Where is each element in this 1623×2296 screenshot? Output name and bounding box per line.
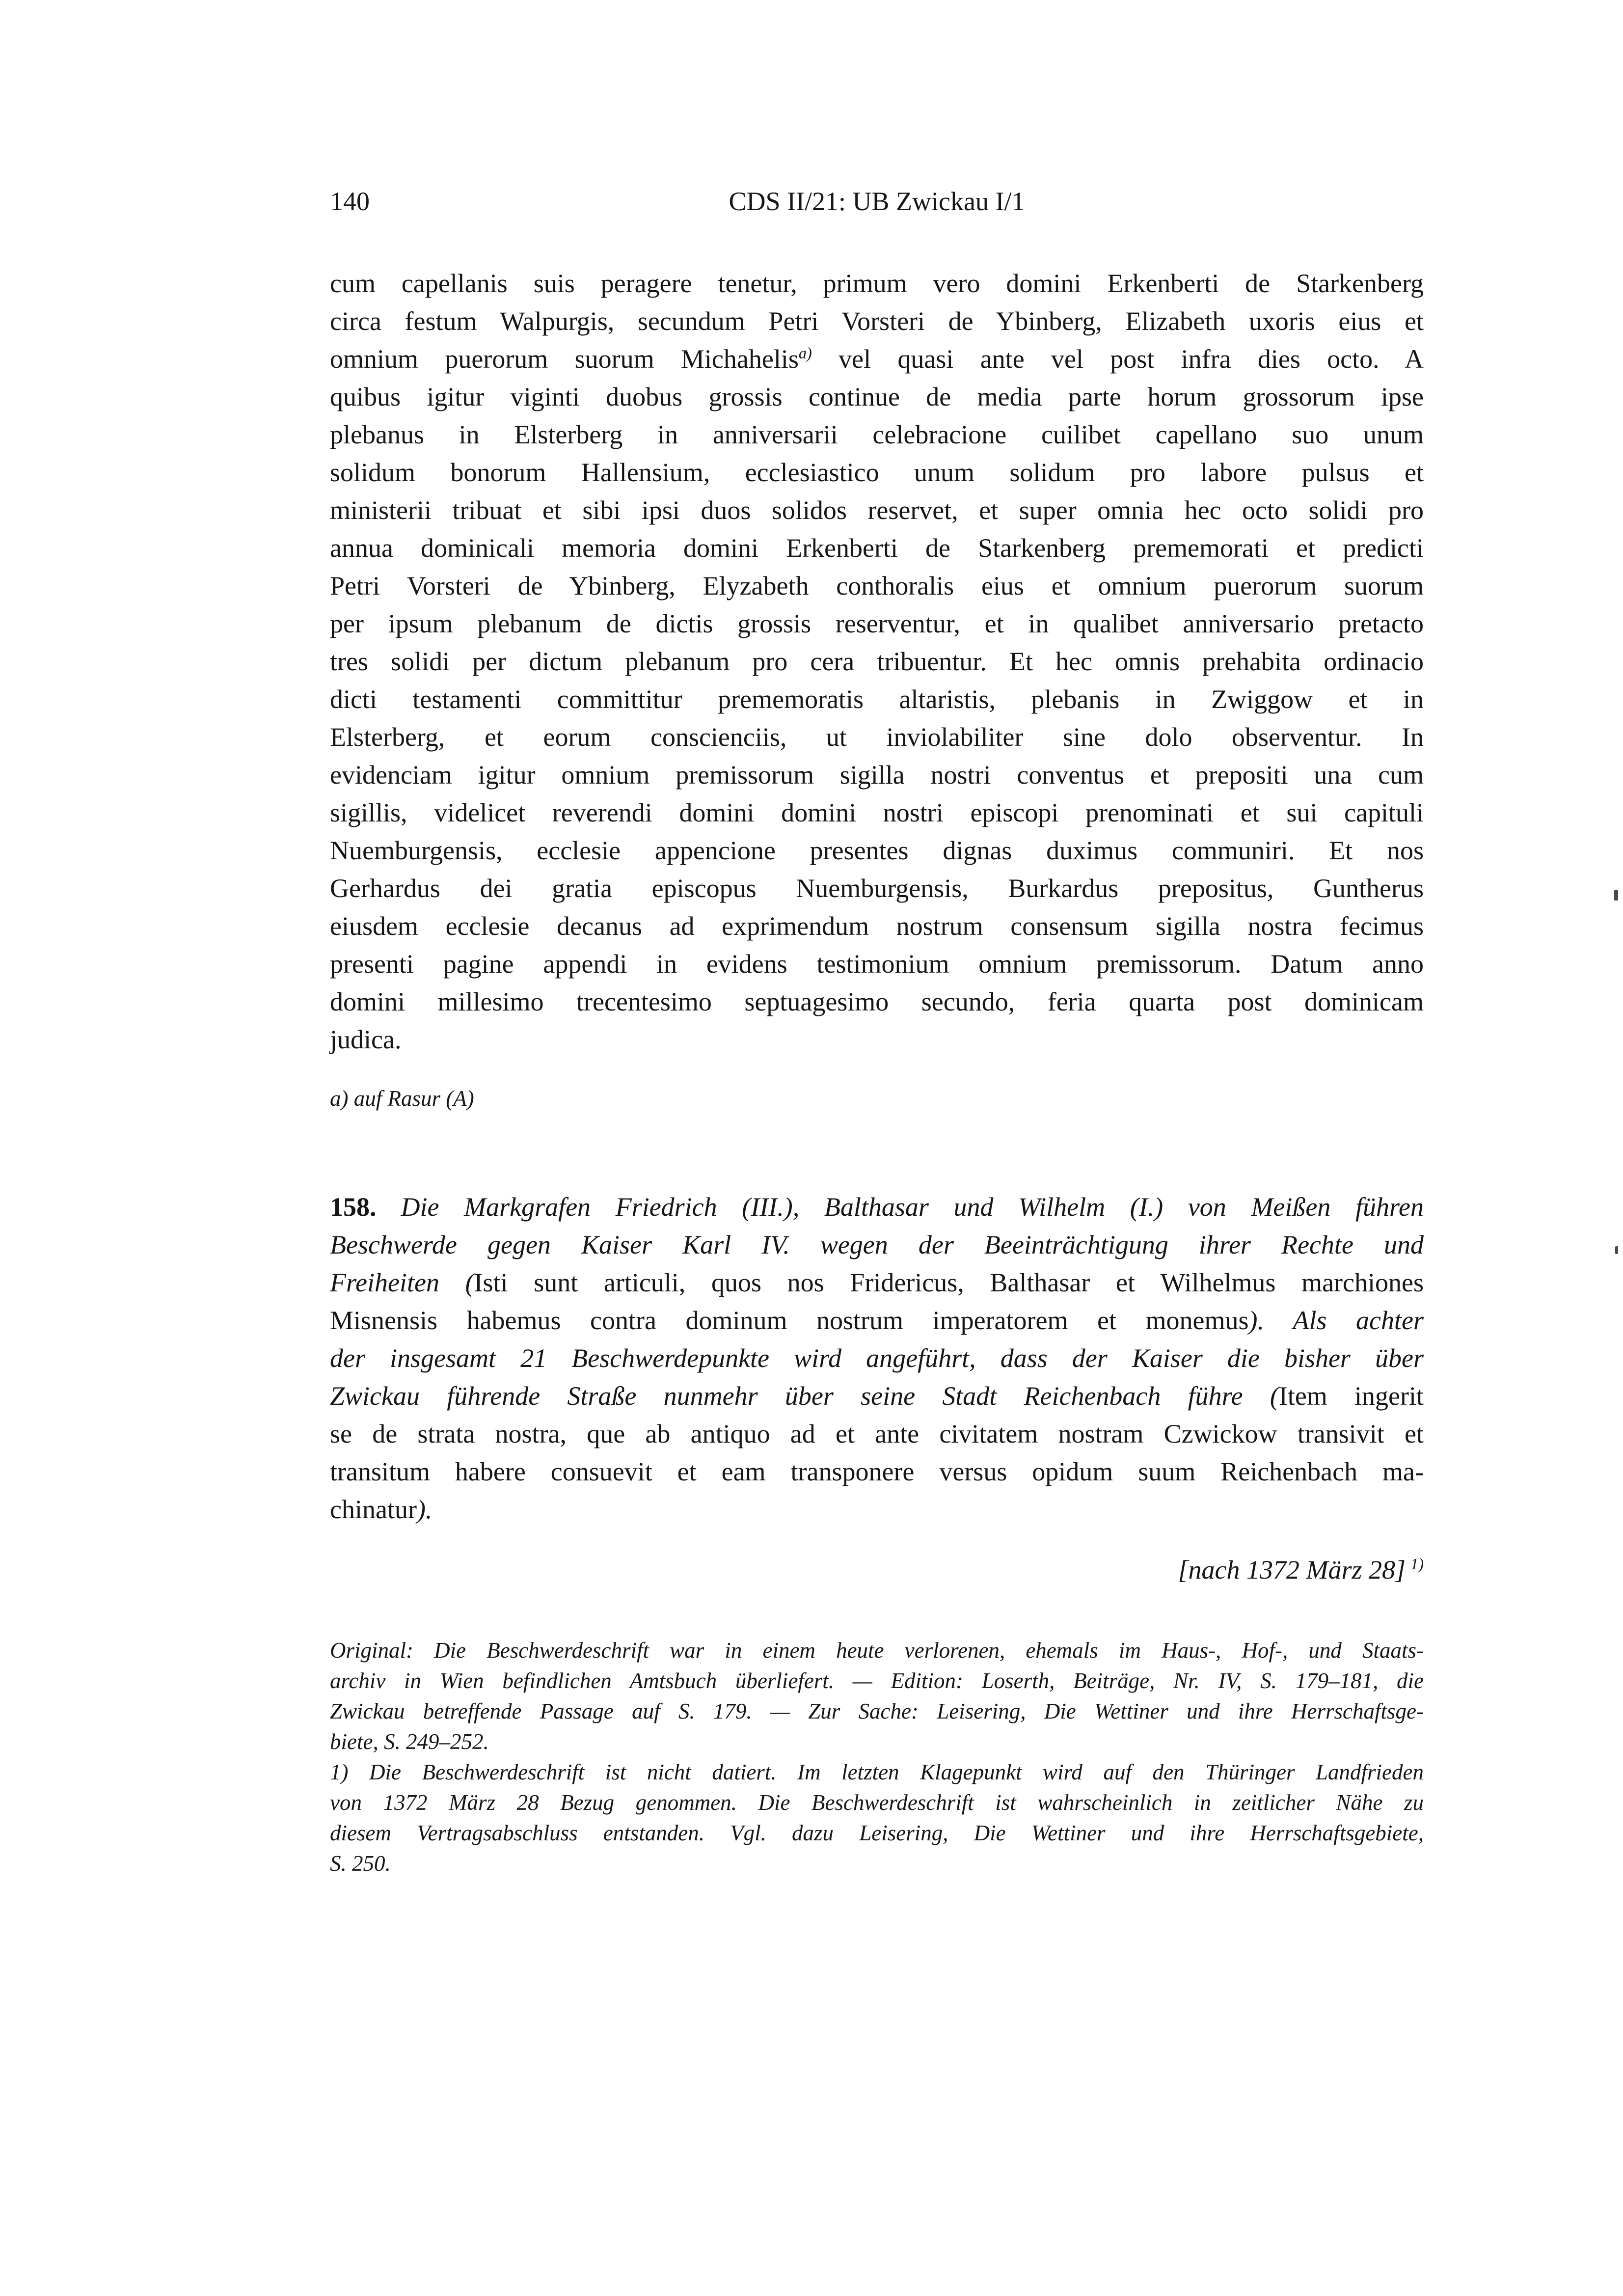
text-line: circa festum Walpurgis, secundum Petri Vorsteri de Ybinberg, Elizabeth uxoris eius et bbox=[330, 306, 1424, 336]
charter-body bbox=[330, 265, 1424, 1059]
text-line: dicti testamenti committitur prememoratis altaristis, plebanis in Zwiggow et in bbox=[330, 684, 1424, 714]
text-line: Nuemburgensis, ecclesie appencione presentes dignas duximus communiri. Et nos bbox=[330, 836, 1424, 865]
text-line: diesem Vertragsabschluss entstanden. Vgl. dazu Leisering, Die Wettiner und ihre Herrschaftsgebiete, bbox=[330, 1821, 1424, 1845]
text-line: cum capellanis suis peragere tenetur, primum vero domini Erkenberti de Starkenberg bbox=[330, 269, 1424, 298]
page-header bbox=[330, 183, 1424, 220]
text-line: solidum bonorum Hallensium, ecclesiastico unum solidum pro labore pulsus et bbox=[330, 458, 1424, 487]
text-block bbox=[330, 183, 1424, 1879]
entry-158-body bbox=[330, 1188, 1424, 1529]
text-line: annua dominicali memoria domini Erkenberti de Starkenberg prememorati et predicti bbox=[330, 533, 1424, 563]
text-line: chinatur). bbox=[330, 1495, 433, 1524]
text-line: Zwickau betreffende Passage auf S. 179. — Zur Sache: Leisering, Die Wettiner und ihre Herrschaftsge- bbox=[330, 1699, 1424, 1723]
text-line: S. 250. bbox=[330, 1851, 391, 1876]
text-line: 1) Die Beschwerdeschrift ist nicht datiert. Im letzten Klagepunkt wird auf den Thüringer Landfrieden bbox=[330, 1760, 1424, 1784]
text-line: Petri Vorsteri de Ybinberg, Elyzabeth conthoralis eius et omnium puerorum suorum bbox=[330, 571, 1424, 601]
apparatus-note1 bbox=[330, 1757, 1424, 1879]
apparatus-block bbox=[330, 1635, 1424, 1879]
text-line: omnium puerorum suorum Michahelis$^{a)}$ vel quasi ante vel post infra dies octo. A bbox=[330, 344, 1424, 374]
text-line: der insgesamt 21 Beschwerdepunkte wird angeführt, dass der Kaiser die bisher über bbox=[330, 1343, 1424, 1373]
text-line: transitum habere consuevit et eam transponere versus opidum suum Reichenbach ma- bbox=[330, 1457, 1424, 1486]
text-line: von 1372 März 28 Bezug genommen. Die Beschwerdeschrift ist wahrscheinlich in zeitlicher Nähe zu bbox=[330, 1790, 1424, 1815]
text-line: Misnensis habemus contra dominum nostrum imperatorem et monemus). Als achter bbox=[330, 1306, 1424, 1335]
date-text: [nach 1372 März 28] bbox=[1178, 1555, 1406, 1585]
apparatus-note-a: a) auf Rasur (A) bbox=[330, 1086, 474, 1111]
text-line: Original: Die Beschwerdeschrift war in einem heute verlorenen, ehemals im Haus-, Hof-, und Staats- bbox=[330, 1638, 1424, 1663]
text-line: Gerhardus dei gratia episcopus Nuemburgensis, Burkardus prepositus, Guntherus bbox=[330, 874, 1424, 903]
scan-artifact bbox=[1615, 1246, 1618, 1254]
apparatus-provenance bbox=[330, 1635, 1424, 1757]
footnote-ref-1-icon: 1) bbox=[1410, 1556, 1424, 1573]
running-title: CDS II/21: UB Zwickau I/1 bbox=[729, 187, 1025, 216]
text-line: sigillis, videlicet reverendi domini domini nostri episcopi prenominati et sui capituli bbox=[330, 798, 1424, 827]
text-line: ministerii tribuat et sibi ipsi duos solidos reservet, et super omnia hec octo solidi pro bbox=[330, 495, 1424, 525]
text-line: evidenciam igitur omnium premissorum sigilla nostri conventus et prepositi una cum bbox=[330, 760, 1424, 790]
text-line: 158. Die Markgrafen Friedrich (III.), Balthasar und Wilhelm (I.) von Meißen führen bbox=[330, 1192, 1424, 1222]
text-line: biete, S. 249–252. bbox=[330, 1729, 489, 1754]
date-line bbox=[330, 1551, 1424, 1589]
text-line: judica. bbox=[330, 1025, 402, 1054]
text-line: eiusdem ecclesie decanus ad exprimendum nostrum consensum sigilla nostra fecimus bbox=[330, 911, 1424, 941]
text-line: Freiheiten (Isti sunt articuli, quos nos Fridericus, Balthasar et Wilhelmus marchiones bbox=[330, 1268, 1424, 1297]
text-line: quibus igitur viginti duobus grossis continue de media parte horum grossorum ipse bbox=[330, 382, 1424, 411]
text-line: Beschwerde gegen Kaiser Karl IV. wegen der Beeinträchtigung ihrer Rechte und bbox=[330, 1230, 1424, 1259]
scan-artifact bbox=[1614, 890, 1618, 901]
text-line: tres solidi per dictum plebanum pro cera tribuentur. Et hec omnis prehabita ordinacio bbox=[330, 647, 1424, 676]
text-line: per ipsum plebanum de dictis grossis reserventur, et in qualibet anniversario pretacto bbox=[330, 609, 1424, 638]
text-line: presenti pagine appendi in evidens testimonium omnium premissorum. Datum anno bbox=[330, 949, 1424, 979]
text-line: Elsterberg, et eorum conscienciis, ut inviolabiliter sine dolo observentur. In bbox=[330, 722, 1424, 752]
text-line: Zwickau führende Straße nunmehr über seine Stadt Reichenbach führe (Item ingerit bbox=[330, 1381, 1424, 1411]
text-line: archiv in Wien befindlichen Amtsbuch überliefert. — Edition: Loserth, Beiträge, Nr. IV, S. 179–181, die bbox=[330, 1668, 1424, 1693]
text-line: se de strata nostra, que ab antiquo ad et ante civitatem nostram Czwickow transivit et bbox=[330, 1419, 1424, 1449]
page-number: 140 bbox=[330, 187, 370, 216]
text-line: plebanus in Elsterberg in anniversarii celebracione cuilibet capellano suo unum bbox=[330, 420, 1424, 449]
text-line: domini millesimo trecentesimo septuagesimo secundo, feria quarta post dominicam bbox=[330, 987, 1424, 1016]
